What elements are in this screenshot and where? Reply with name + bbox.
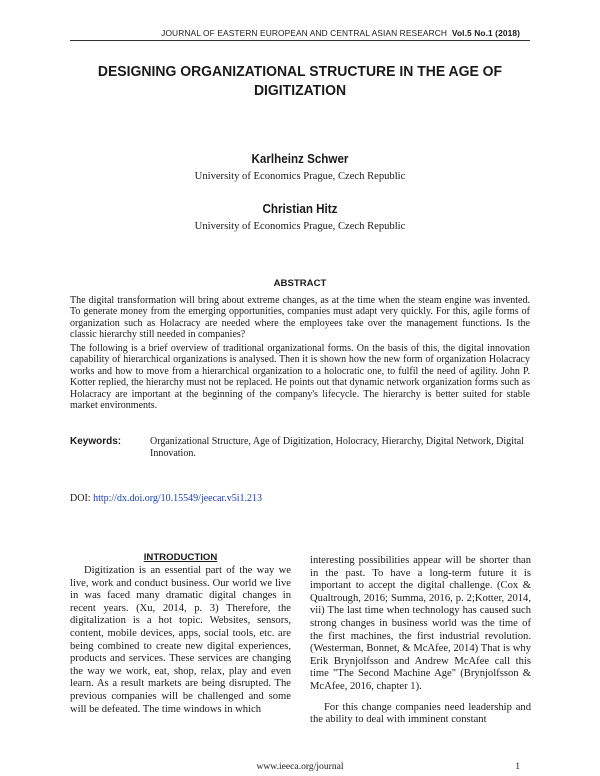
- running-header: [80, 28, 520, 38]
- author-name-1: Karlheinz Schwer: [251, 152, 349, 166]
- right-paragraph-2: For this change companies need leadership and the ability to deal with imminent constant: [310, 701, 531, 726]
- abstract-paragraph-2: The following is a brief overview of traditional organizational forms. On the basis of this, the digital innovation capability of hierarchical organizations is analysed. Then it is shown how the new form of organization Holacracy works and how to move from a hierarchical organization to a holocratic one, to fulfil the need of agility. John P. Kotter replied, the hierarchy must not be replaced. He points out that dynamic network organization forms such as Holacracy are important at the beginning of the company's lifecycle. The hierarchy is better suited for stable market environments.: [70, 343, 530, 412]
- journal-volume: Vol.5 No.1 (2018): [451, 28, 520, 38]
- footer-url[interactable]: www.ieeca.org/journal: [256, 761, 344, 772]
- right-paragraph-1: interesting possibilities appear will be shorter than in the past. To have a long-term future it is important to accept the digital challenge. (Cox & Qualtrough, 2016; Summa, 2016, p. 2;Kotter, 2014, vii) The last time when technology has caused such strong changes in business world was the time of the first machines, the first industrial revolution. (Westerman, Bonnet, & McAfee, 2014) That is why Erik Brynjolfsson and Andrew McAfee call this time "The Second Machine Age" (Brynjolfsson & McAfee, 2016, chapter 1).: [310, 555, 531, 692]
- journal-name: JOURNAL OF EASTERN EUROPEAN AND CENTRAL ASIAN RESEARCH: [161, 28, 448, 38]
- keywords-label: Keywords:: [70, 436, 122, 447]
- author-name-2: Christian Hitz: [262, 202, 338, 216]
- author-affiliation-1: University of Economics Prague, Czech Republic: [194, 171, 406, 182]
- page-number: 1: [515, 761, 520, 772]
- abstract-heading: ABSTRACT: [273, 278, 327, 289]
- doi-label: DOI:: [70, 493, 91, 504]
- abstract-paragraph-1: The digital transformation will bring about extreme changes, as at the time when the steam engine was invented. To generate money from the emerging opportunities, companies must adapt very quickly. For this, agile forms of organization such as Holacracy are needed where the employees take over the management functions. Is the classic hierarchy still needed in companies?: [70, 295, 530, 341]
- doi: [70, 493, 262, 504]
- keywords-text: Organizational Structure, Age of Digitization, Holocracy, Hierarchy, Digital Network, Digital Innovation.: [150, 436, 524, 460]
- introduction-right-column: [310, 555, 531, 727]
- introduction-heading: INTRODUCTION: [143, 552, 218, 563]
- title-line-1: DESIGNING ORGANIZATIONAL STRUCTURE IN THE AGE OF: [97, 63, 503, 80]
- author-affiliation-2: University of Economics Prague, Czech Republic: [194, 221, 406, 232]
- keywords: [70, 436, 530, 461]
- title-line-2: DIGITIZATION: [253, 82, 347, 99]
- paper-title: [79, 62, 521, 100]
- introduction-left-column: Digitization is an essential part of the way we live, work and conduct business. Our world we live in was faced many dramatic digital changes in recent years. (Xu, 2014, p. 3) Therefore, the digitalization is a hot topic. Websites, sensors, content, mobile devices, apps, social tools, etc. are being combined to create new digital experiences, products and services. These services are changing the way we work, eat, shop, relax, play and even learn. As a result markets are being disrupted. The previous companies will be challenged and some will be defeated. The time windows in which: [70, 565, 291, 715]
- header-rule: [70, 40, 530, 41]
- doi-link[interactable]: http://dx.doi.org/10.15549/jeecar.v5i1.213: [93, 493, 263, 504]
